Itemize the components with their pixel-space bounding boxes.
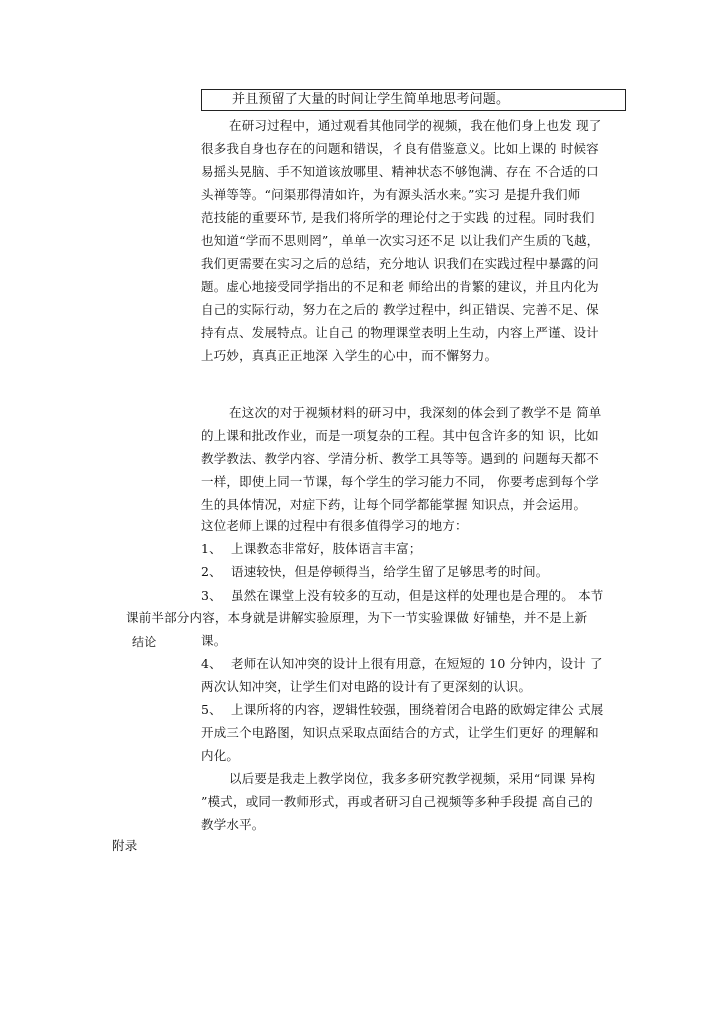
paragraph2-line: 一样，即使上同一节课，每个学生的学习能力不同， 你要考虑到每个学 bbox=[201, 474, 599, 489]
list-item-text: 开成三个电路图，知识点采取点面结合的方式，让学生们更好 的理解和 bbox=[201, 725, 599, 740]
paragraph3-line: ”模式，或同一教师形式，再或者研习自己视频等多种手段提 高自己的 bbox=[201, 794, 593, 809]
list-item-text: 上课教态非常好，肢体语言丰富； bbox=[231, 541, 422, 556]
paragraph1-line: 在研习过程中，通过观看其他同学的视频，我在他们身上也发 现了 bbox=[229, 118, 602, 133]
paragraph1-line: 上巧妙，真真正正地深 入学生的心中，而不懈努力。 bbox=[201, 348, 498, 363]
list-item-text: 语速较快，但是停顿得当，给学生留了足够思考的时间。 bbox=[231, 564, 549, 579]
appendix-label: 附录 bbox=[112, 838, 138, 853]
paragraph3-line: 以后要是我走上教学岗位，我多多研究教学视频，采用“同课 异构 bbox=[229, 771, 596, 786]
list-item-text: 虽然在课堂上没有较多的互动，但是这样的处理也是合理的。 本节 bbox=[231, 588, 604, 603]
paragraph2-line: 的上课和批改作业，而是一项复杂的工程。其中包含许多的知 识，比如 bbox=[201, 428, 599, 443]
paragraph1-line: 自己的实际行动，努力在之后的 教学过程中，纠正错误、完善不足、保 bbox=[201, 302, 599, 317]
list-item-text: 内化。 bbox=[201, 748, 240, 763]
paragraph1-line: 题。虚心地接受同学指出的不足和老 师给出的肯繁的建议，并且内化为 bbox=[201, 279, 599, 294]
list-item-number: 1、 bbox=[201, 541, 222, 556]
paragraph1-line: 持有点、发展特点。让自己 的物理课堂表明上生动，内容上严谨、设计 bbox=[201, 325, 599, 340]
boxed-sentence bbox=[201, 89, 626, 111]
paragraph2-line: 在这次的对于视频材料的研习中，我深刻的体会到了教学不是 简单 bbox=[229, 405, 602, 420]
list-item-number: 4、 bbox=[201, 656, 222, 671]
paragraph1-line: 很多我自身也存在的问题和错误，彳良有借鉴意义。比如上课的 时候容 bbox=[201, 141, 599, 156]
list-item-number: 5、 bbox=[201, 702, 222, 717]
list-item-text: 上课所将的内容，逻辑性较强，围绕着闭合电路的欧姆定律公 式展 bbox=[231, 702, 604, 717]
paragraph2-line: 生的具体情况，对症下药，让每个同学都能掌握 知识点，并会运用。 bbox=[201, 497, 587, 512]
list-item-text: 老师在认知冲突的设计上很有用意，在短短的 10 分钟内，设计 了 bbox=[231, 656, 603, 671]
paragraph1-line: 范技能的重要环节, 是我们将所学的理论付之于实践 的过程。同时我们 bbox=[201, 210, 595, 225]
list-item-number: 2、 bbox=[201, 564, 222, 579]
paragraph1-line: 易摇头晃脑、手不知道该放哪里、精神状态不够饱满、存在 不合适的口 bbox=[201, 164, 599, 179]
side-label-conclusion: 结论 bbox=[132, 635, 157, 649]
paragraph1-line: 头禅等等。“问渠那得清如许，为有源头活水来。”实习 是提升我们师 bbox=[201, 187, 581, 202]
paragraph1-line: 我们更需要在实习之后的总结，充分地认 识我们在实践过程中暴露的问 bbox=[201, 256, 599, 271]
paragraph2-line: 教学教法、教学内容、学清分析、教学工具等等。遇到的 问题每天都不 bbox=[201, 451, 599, 466]
list-item-continuation: 课前半部分内容，本身就是讲解实验原理，为下一节实验课做 好铺垫，并不是上新 bbox=[126, 610, 588, 625]
list-item-continuation-end: 课。 bbox=[201, 633, 227, 648]
paragraph2-line: 这位老师上课的过程中有很多值得学习的地方： bbox=[201, 518, 468, 533]
paragraph3-line: 教学水平。 bbox=[201, 817, 265, 832]
paragraph1-line: 也知道“学而不思则罔”，单单一次实习还不足 以让我们产生质的飞越， bbox=[201, 233, 600, 248]
boxed-sentence-text: 并且预留了大量的时间让学生简单地思考问题。 bbox=[232, 92, 510, 107]
list-item-text: 两次认知冲突，让学生们对电路的设计有了更深刻的认识。 bbox=[201, 679, 532, 694]
list-item-number: 3、 bbox=[201, 588, 222, 603]
